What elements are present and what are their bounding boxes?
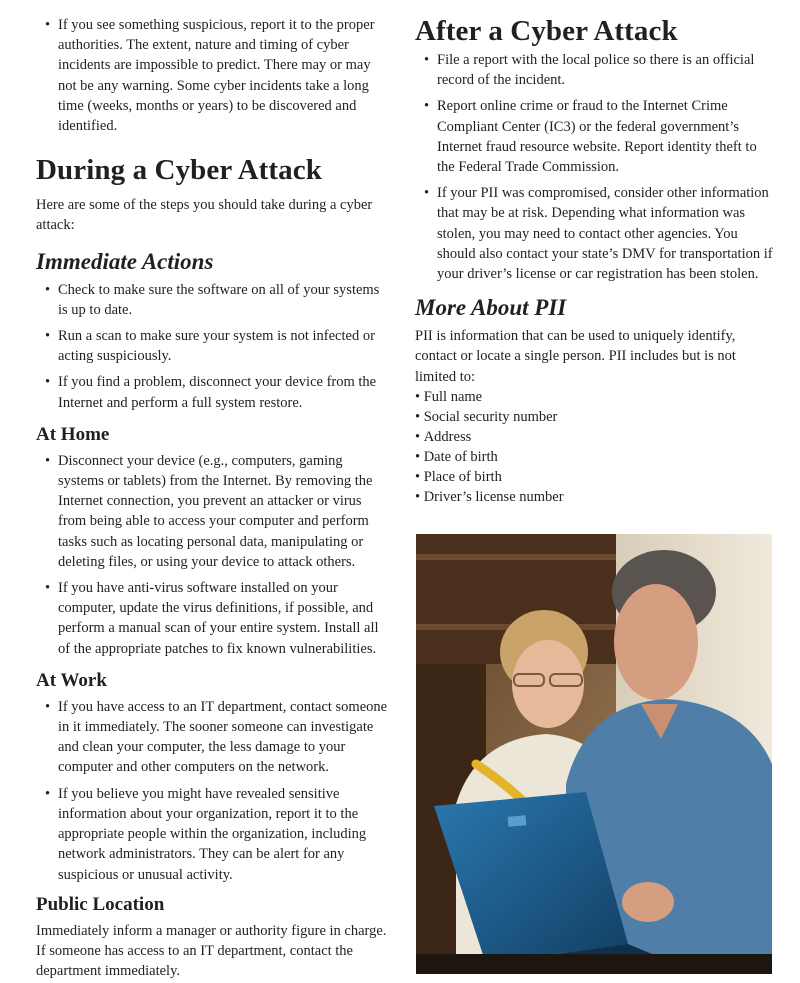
intro-bullet-list — [36, 15, 392, 136]
list-item: • If you have anti-virus software installed on your computer, update the virus definitions, if possible, and perform a manual scan of your entire system. Install all of the appropriate patches to fix known vulnerabilities. — [36, 578, 392, 659]
at-work-heading: At Work — [36, 669, 107, 691]
immediate-actions-heading: Immediate Actions — [36, 248, 214, 274]
public-location-heading: Public Location — [36, 893, 165, 915]
list-item: • Run a scan to make sure your system is not infected or acting suspiciously. — [36, 326, 392, 366]
list-item: • If you believe you might have revealed sensitive information about your organization, report it to the appropriate people within the organization, including network administrators. They can be alert for any suspicious or unusual activity. — [36, 784, 392, 885]
immediate-actions-list — [36, 280, 392, 413]
at-work-list — [36, 697, 392, 885]
after-list — [415, 50, 775, 284]
during-intro: Here are some of the steps you should take during a cyber attack: — [36, 197, 373, 234]
woman-face — [512, 640, 584, 728]
list-item: • Social security number — [415, 407, 775, 427]
at-home-list — [36, 451, 392, 659]
left-column — [36, 15, 392, 981]
list-item: • Address — [415, 427, 775, 447]
list-item: • Place of birth — [415, 467, 775, 487]
pii-intro: PII is information that can be used to uniquely identify, contact or locate a single person. PII includes but is not limited to: — [415, 328, 736, 385]
public-location-text: Immediately inform a manager or authority figure in charge. If someone has access to an IT department, contact the department immediately. — [36, 922, 387, 980]
list-item: • Disconnect your device (e.g., computers, gaming systems or tablets) from the Internet. By removing the Internet connection, you prevent an attacker or virus from being able to access your computer and perform tasks such as locating personal data, manipulating or deleting files, or using your device to attack others. — [36, 451, 392, 572]
list-item: • If your PII was compromised, consider other information that may be at risk. Depending what information was stolen, you may need to contact other agencies. You should also contact your state’s DMV for transportation if your driver’s license or car registration has been stolen. — [415, 183, 775, 284]
right-column — [415, 14, 775, 507]
intro-bullet: • If you see something suspicious, report it to the proper authorities. The extent, nature and timing of cyber incidents are impossible to predict. There may or may not be any warning. Some cyber incidents take a long time (weeks, months or years) to be discovered and identified. — [36, 15, 392, 136]
list-item: • Driver’s license number — [415, 487, 775, 507]
list-item: • Full name — [415, 387, 775, 407]
couple-laptop-photo — [416, 534, 772, 974]
list-item: • If you have access to an IT department, contact someone in it immediately. The sooner someone can investigate and clean your computer, the less damage to your computer and other computers on the network. — [36, 697, 392, 778]
pii-list — [415, 387, 775, 507]
during-heading: During a Cyber Attack — [36, 154, 322, 187]
list-item: • File a report with the local police so there is an official record of the incident. — [415, 50, 775, 90]
list-item: • Check to make sure the software on all of your systems is up to date. — [36, 280, 392, 320]
after-heading: After a Cyber Attack — [415, 15, 678, 47]
list-item: • Date of birth — [415, 447, 775, 467]
man-face — [614, 584, 698, 700]
at-home-heading: At Home — [36, 423, 110, 445]
more-about-pii-heading: More About PII — [415, 295, 567, 321]
photo-illustration — [416, 534, 772, 974]
list-item: • Report online crime or fraud to the Internet Crime Compliant Center (IC3) or the federal government’s Internet fraud resource website. Report identity theft to the Federal Trade Commission. — [415, 96, 775, 177]
man-hand — [622, 882, 674, 922]
list-item: • If you find a problem, disconnect your device from the Internet and perform a full system restore. — [36, 372, 392, 412]
